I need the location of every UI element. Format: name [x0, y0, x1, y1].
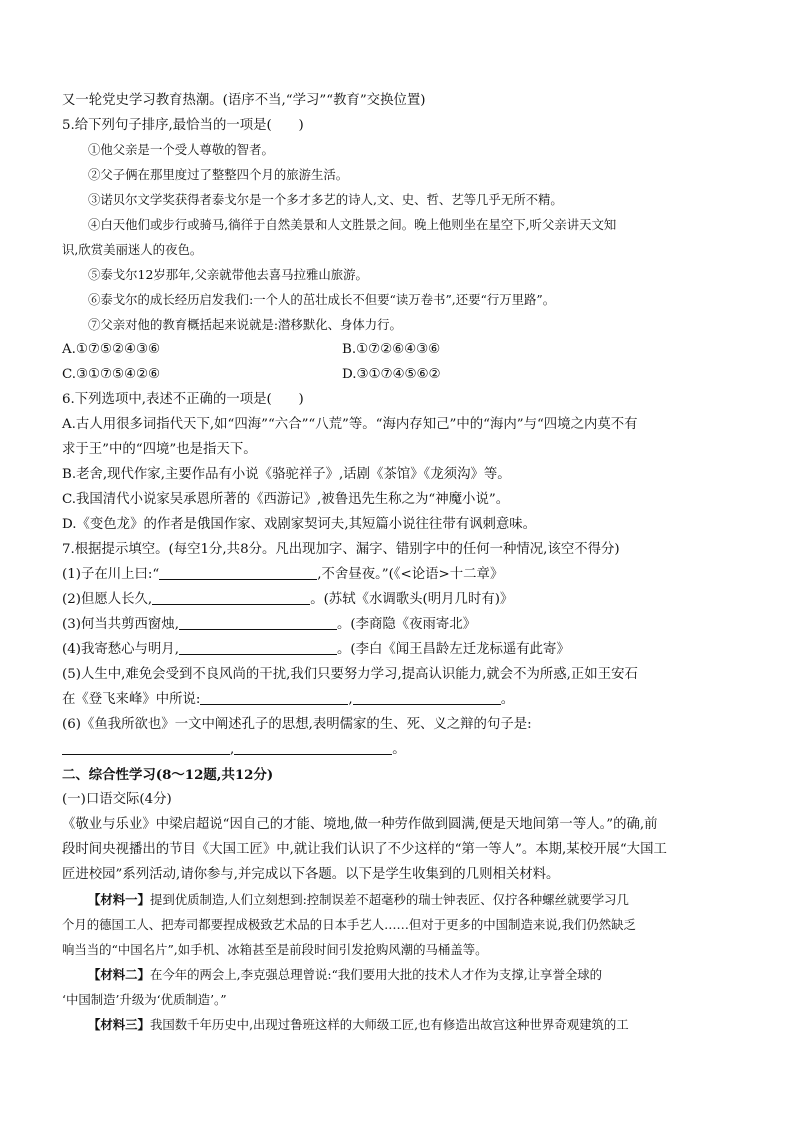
- q5-sentence-4: ④白天他们或步行或骑马,徜徉于自然美景和人文胜景之间。晚上他则坐在星空下,听父亲讲天文知: [88, 217, 617, 232]
- q5-sentence-4-cont: 识,欣赏美丽迷人的夜色。: [62, 242, 203, 257]
- fill-2: [62, 591, 513, 609]
- q5-option-b: B.①⑦②⑥④③⑥: [342, 342, 441, 357]
- fill-6: (6)《鱼我所欲也》一文中阐述孔子的思想,表明儒家的生、死、义之辩的句子是:: [62, 717, 532, 732]
- fill-5-blank-1[interactable]: [200, 691, 348, 705]
- intro-para-line-3: 匠进校园”系列活动,请你参与,并完成以下各题。以下是学生收集到的几则相关材料。: [62, 867, 560, 882]
- fill-4: [62, 641, 570, 659]
- material-1-line-1: [88, 891, 629, 909]
- q5-sentence-5: ⑤泰戈尔12岁那年,父亲就带他去喜马拉雅山旅游。: [88, 267, 368, 282]
- question-5-stem: 5.给下列句子排序,最恰当的一项是( ): [62, 118, 304, 133]
- fill-6-period: 。: [392, 742, 406, 757]
- material-3-tag: 【材料三】: [88, 1017, 150, 1032]
- fill-6-comma: ,: [230, 742, 235, 757]
- question-6-stem: 6.下列选项中,表述不正确的一项是( ): [62, 392, 304, 407]
- fill-5-period: 。: [500, 692, 515, 707]
- material-3-text: 我国数千年历史中,出现过鲁班这样的大师级工匠,也有修造出故宫这种世界奇观建筑的工: [149, 1017, 629, 1032]
- fill-1-prefix: (1)子在川上曰:“: [62, 567, 160, 582]
- material-1-text: 提到优质制造,人们立刻想到:控制误差不超毫秒的瑞士钟表匠、仅拧各种螺丝就要学习几: [149, 892, 629, 907]
- fill-6-cont: [62, 741, 406, 759]
- material-1-line-2: 个月的德国工人、把寿司都要捏成极致艺术品的日本手艺人……但对于更多的中国制造来说,我们仍然缺乏: [62, 917, 636, 932]
- fill-4-prefix: (4)我寄愁心与明月,: [62, 642, 179, 657]
- fill-5-prefix: 在《登飞来峰》中所说:: [62, 692, 201, 707]
- material-1-tag: 【材料一】: [88, 892, 150, 907]
- fill-2-prefix: (2)但愿人长久,: [62, 592, 153, 607]
- fill-5-cont: [62, 691, 514, 709]
- prev-answer-line: 又一轮党史学习教育热潮。(语序不当,“学习”“教育”交换位置): [62, 93, 426, 108]
- fill-3-blank[interactable]: [179, 616, 337, 630]
- fill-5: (5)人生中,难免会受到不良风尚的干扰,我们只要努力学习,提高认识能力,就会不为所惑,正如王安石: [62, 667, 638, 682]
- fill-5-blank-2[interactable]: [353, 691, 501, 705]
- q5-sentence-1: ①他父亲是一个受人尊敬的智者。: [88, 142, 274, 157]
- fill-4-blank[interactable]: [179, 641, 337, 655]
- fill-6-blank-2[interactable]: [234, 741, 392, 755]
- material-2-line-1: [88, 966, 602, 984]
- q5-option-c: C.③①⑦⑤④②⑥: [62, 367, 161, 382]
- question-7-stem: 7.根据提示填空。(每空1分,共8分。凡出现加字、漏字、错别字中的任何一种情况,该空不得分): [62, 542, 620, 557]
- fill-5-comma: ,: [348, 692, 353, 707]
- intro-para-line-2: 段时间央视播出的节目《大国工匠》中,就让我们认识了不少这样的“第一等人”。本期,某校开展“大国工: [62, 842, 667, 857]
- q5-sentence-2: ②父子俩在那里度过了整整四个月的旅游生活。: [88, 167, 349, 182]
- fill-2-suffix: 。(苏轼《水调歌头(明月几时有)》: [310, 592, 514, 607]
- fill-2-blank[interactable]: [152, 591, 310, 605]
- q5-sentence-3: ③诺贝尔文学奖获得者泰戈尔是一个多才多艺的诗人,文、史、哲、艺等几乎无所不精。: [88, 192, 563, 207]
- section-2-heading: 二、综合性学习(8～12题,共12分): [62, 767, 274, 783]
- fill-1-blank[interactable]: [159, 566, 317, 580]
- material-2-line-2: ‘中国制造’升级为‘优质制造’。”: [62, 992, 227, 1007]
- fill-3-suffix: 。(李商隐《夜雨寄北》: [336, 617, 477, 632]
- fill-3: [62, 616, 476, 634]
- material-2-text: 在今年的两会上,李克强总理曾说:“我们要用大批的技术人才作为支撑,让享誉全球的: [149, 967, 603, 982]
- q6-option-c: C.我国清代小说家吴承恩所著的《西游记》,被鲁迅先生称之为“神魔小说”。: [62, 492, 510, 507]
- q5-sentence-6: ⑥泰戈尔的成长经历启发我们:一个人的茁壮成长不但要“读万卷书”,还要“行万里路”。: [88, 292, 556, 307]
- q5-option-d: D.③①⑦④⑤⑥②: [342, 367, 441, 382]
- material-3-line-1: [88, 1016, 629, 1034]
- subsection-oral: (一)口语交际(4分): [62, 792, 172, 807]
- q6-option-a: A.古人用很多词指代天下,如“四海”“六合”“八荒”等。“海内存知己”中的“海内”与“四境之内莫不有: [62, 417, 638, 432]
- q5-option-a: A.①⑦⑤②④③⑥: [62, 342, 160, 357]
- material-2-tag: 【材料二】: [88, 967, 150, 982]
- material-1-line-3: 响当当的“中国名片”,如手机、冰箱甚至是前段时间引发抢购风潮的马桶盖等。: [62, 942, 488, 957]
- fill-6-blank-1[interactable]: [62, 741, 230, 755]
- intro-para-line-1: 《敬业与乐业》中梁启超说“因自己的才能、境地,做一种劳作做到圆满,便是天地间第一等人。”的确,前: [62, 817, 658, 832]
- q6-option-d: D.《变色龙》的作者是俄国作家、戏剧家契诃夫,其短篇小说往往带有讽刺意味。: [62, 517, 537, 532]
- fill-1: [62, 566, 503, 584]
- fill-3-prefix: (3)何当共剪西窗烛,: [62, 617, 179, 632]
- fill-4-suffix: 。(李白《闻王昌龄左迁龙标遥有此寄》: [336, 642, 570, 657]
- q5-sentence-7: ⑦父亲对他的教育概括起来说就是:潜移默化、身体力行。: [88, 317, 402, 332]
- q6-option-b: B.老舍,现代作家,主要作品有小说《骆驼祥子》,话剧《茶馆》《龙须沟》等。: [62, 467, 511, 482]
- q6-option-a-cont: 求于王”中的“四境”也是指天下。: [62, 442, 257, 457]
- fill-1-suffix: ,不舍昼夜。”(《<论语>十二章》: [317, 567, 504, 582]
